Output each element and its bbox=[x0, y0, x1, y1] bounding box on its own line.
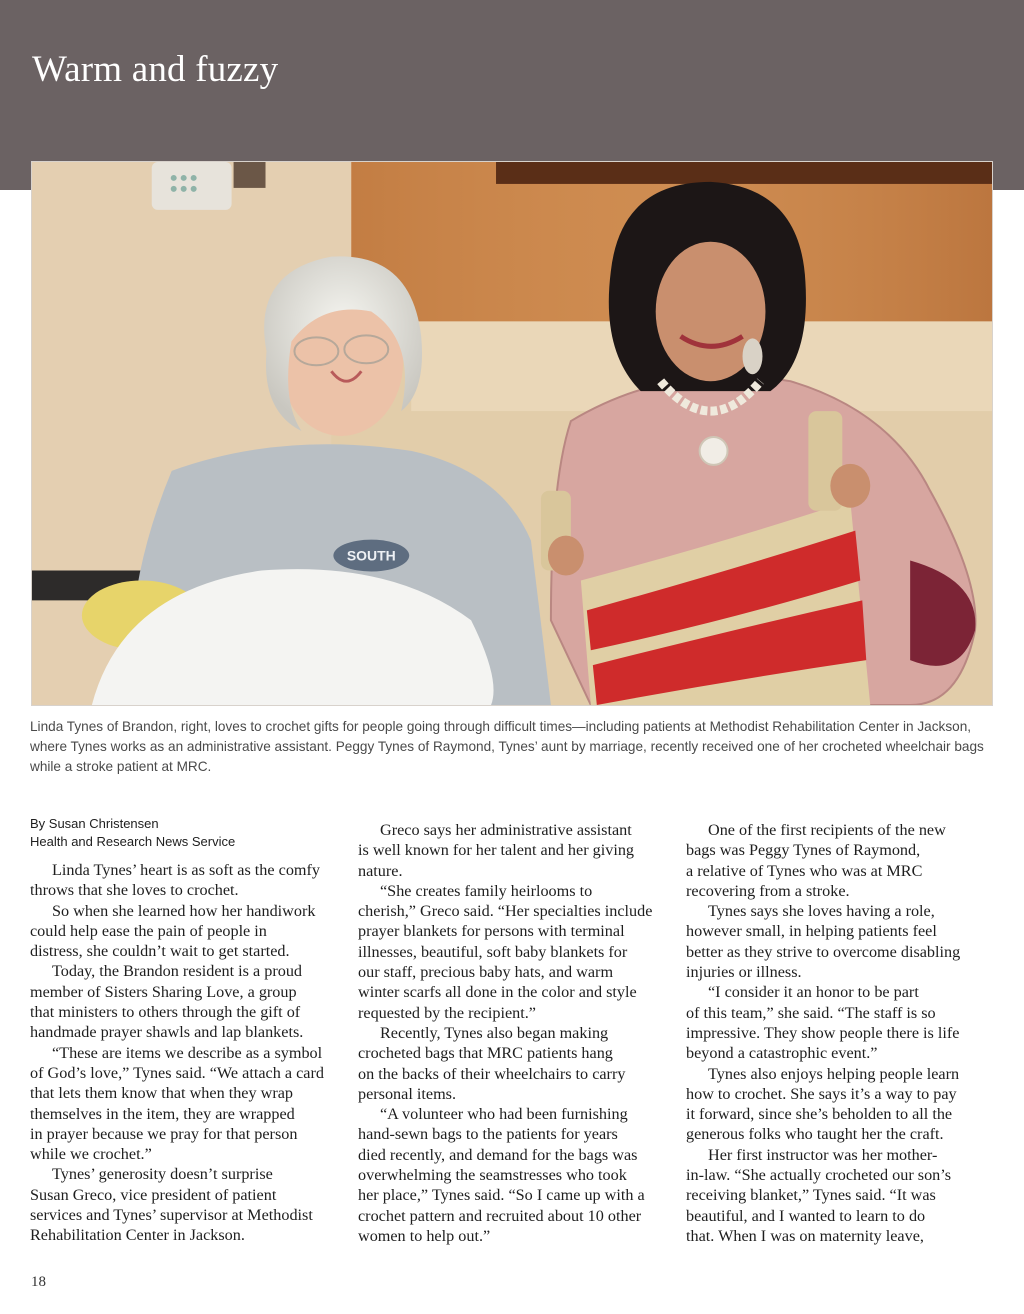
photo-caption bbox=[30, 717, 996, 777]
article-text-line: illnesses, beautiful, soft baby blankets for bbox=[358, 942, 628, 961]
article-text-line: Recently, Tynes also began making bbox=[380, 1023, 609, 1042]
article-column-2 bbox=[358, 820, 674, 1246]
article-text-line: cherish,” Greco said. “Her specialties include bbox=[358, 902, 653, 921]
caption-line: where Tynes works as an administrative assistant. Peggy Tynes of Raymond, Tynes’ aunt by marriage, recently received one of her crocheted wheelchair bags bbox=[30, 739, 984, 754]
article-text-line: in-law. “She actually crocheted our son’s bbox=[686, 1166, 952, 1185]
article-text-line: died recently, and demand for the bags was bbox=[358, 1145, 638, 1164]
article-text-line: crocheted bags that MRC patients hang bbox=[358, 1044, 613, 1063]
article-text-line: while we crochet.” bbox=[30, 1145, 152, 1164]
article-text-line: personal items. bbox=[358, 1084, 457, 1103]
article-text-line: that. When I was on maternity leave, bbox=[686, 1226, 924, 1245]
shirt-logo-text: SOUTH bbox=[346, 547, 396, 564]
article-text-line: handmade prayer shawls and lap blankets. bbox=[30, 1023, 304, 1042]
article-text-line: overwhelming the seamstresses who took bbox=[358, 1166, 627, 1185]
article-column-3 bbox=[686, 820, 1002, 1246]
article-text-line: themselves in the item, they are wrapped bbox=[30, 1104, 295, 1123]
article-text-line: requested by the recipient.” bbox=[358, 1003, 536, 1022]
article-text-line: throws that she loves to crochet. bbox=[30, 881, 239, 900]
article-text-line: women to help out.” bbox=[358, 1226, 491, 1245]
article-text-line: One of the first recipients of the new bbox=[708, 821, 946, 839]
article-text-line: of God’s love,” Tynes said. “We attach a card bbox=[30, 1063, 324, 1082]
article-text-line: our staff, precious baby hats, and warm bbox=[358, 963, 614, 982]
article-text-line: receiving blanket,” Tynes said. “It was bbox=[686, 1186, 936, 1205]
article-text-line: impressive. They show people there is life bbox=[686, 1023, 960, 1042]
article-text-line: that ministers to others through the gift of bbox=[30, 1003, 301, 1022]
article-text-line: in prayer because we pray for that person bbox=[30, 1124, 298, 1143]
article-column-1 bbox=[30, 860, 346, 1246]
article-photo bbox=[31, 161, 993, 706]
article-text-line: a relative of Tynes who was at MRC bbox=[686, 861, 923, 880]
article-text-line: generous folks who taught her the craft. bbox=[686, 1125, 944, 1144]
article-text-line: injuries or illness. bbox=[686, 963, 802, 982]
article-text-line: nature. bbox=[358, 861, 403, 880]
article-text-line: recovering from a stroke. bbox=[686, 881, 850, 900]
article-text-line: distress, she couldn’t wait to get started. bbox=[30, 942, 290, 961]
article-text-line: Tynes’ generosity doesn’t surprise bbox=[52, 1165, 273, 1184]
page-title: Warm and fuzzy bbox=[32, 49, 279, 90]
article-text-line: Susan Greco, vice president of patient bbox=[30, 1185, 277, 1204]
article-text-line: is well known for her talent and her giving bbox=[358, 841, 635, 860]
article-text-line: services and Tynes’ supervisor at Methodist bbox=[30, 1206, 313, 1225]
photo-illustration bbox=[32, 162, 992, 705]
article-text-line: “She creates family heirlooms to bbox=[380, 881, 593, 900]
article-text-line: Rehabilitation Center in Jackson. bbox=[30, 1226, 245, 1245]
article-text-line: winter scarfs all done in the color and style bbox=[358, 983, 637, 1002]
article-text-line: crochet pattern and recruited about 10 other bbox=[358, 1206, 642, 1225]
article-text-line: it forward, since she’s beholden to all the bbox=[686, 1105, 953, 1124]
article-text-line: beyond a catastrophic event.” bbox=[686, 1044, 878, 1063]
caption-line: Linda Tynes of Brandon, right, loves to crochet gifts for people going through difficult times—including patients at Methodist Rehabilitation Center in Jackson, bbox=[30, 719, 972, 734]
byline bbox=[30, 815, 330, 851]
article-text-line: So when she learned how her handiwork bbox=[52, 901, 316, 920]
article-text-line: “I consider it an honor to be part bbox=[708, 983, 919, 1002]
byline-author: By Susan Christensen bbox=[30, 816, 159, 831]
article-text-line: however small, in helping patients feel bbox=[686, 922, 937, 941]
byline-affiliation: Health and Research News Service bbox=[30, 834, 236, 849]
article-text-line: Linda Tynes’ heart is as soft as the comfy bbox=[52, 861, 320, 879]
article-text-line: on the backs of their wheelchairs to carry bbox=[358, 1064, 626, 1083]
article-text-line: “A volunteer who had been furnishing bbox=[380, 1105, 628, 1124]
article-text-line: her place,” Tynes said. “So I came up with a bbox=[358, 1186, 645, 1205]
article-text-line: of this team,” she said. “The staff is so bbox=[686, 1003, 936, 1022]
article-text-line: could help ease the pain of people in bbox=[30, 921, 267, 940]
article-text-line: Today, the Brandon resident is a proud bbox=[52, 962, 303, 981]
article-text-line: Tynes also enjoys helping people learn bbox=[708, 1064, 960, 1083]
article-text-line: Tynes says she loves having a role, bbox=[708, 902, 935, 921]
article-text-line: how to crochet. She says it’s a way to pay bbox=[686, 1084, 957, 1103]
article-text-line: Her first instructor was her mother- bbox=[708, 1145, 938, 1164]
article-text-line: bags was Peggy Tynes of Raymond, bbox=[686, 841, 921, 860]
page-number: 18 bbox=[31, 1274, 46, 1290]
article-text-line: prayer blankets for persons with terminal bbox=[358, 922, 625, 941]
article-text-line: better as they strive to overcome disabling bbox=[686, 942, 961, 961]
article-text-line: member of Sisters Sharing Love, a group bbox=[30, 982, 297, 1001]
article-text-line: that lets them know that when they wrap bbox=[30, 1084, 293, 1103]
article-text-line: beautiful, and I wanted to learn to do bbox=[686, 1206, 926, 1225]
article-text-line: Greco says her administrative assistant bbox=[380, 821, 632, 839]
article-text-line: hand-sewn bags to the patients for years bbox=[358, 1125, 618, 1144]
caption-line: while a stroke patient at MRC. bbox=[30, 759, 212, 774]
article-text-line: “These are items we describe as a symbol bbox=[52, 1043, 323, 1062]
